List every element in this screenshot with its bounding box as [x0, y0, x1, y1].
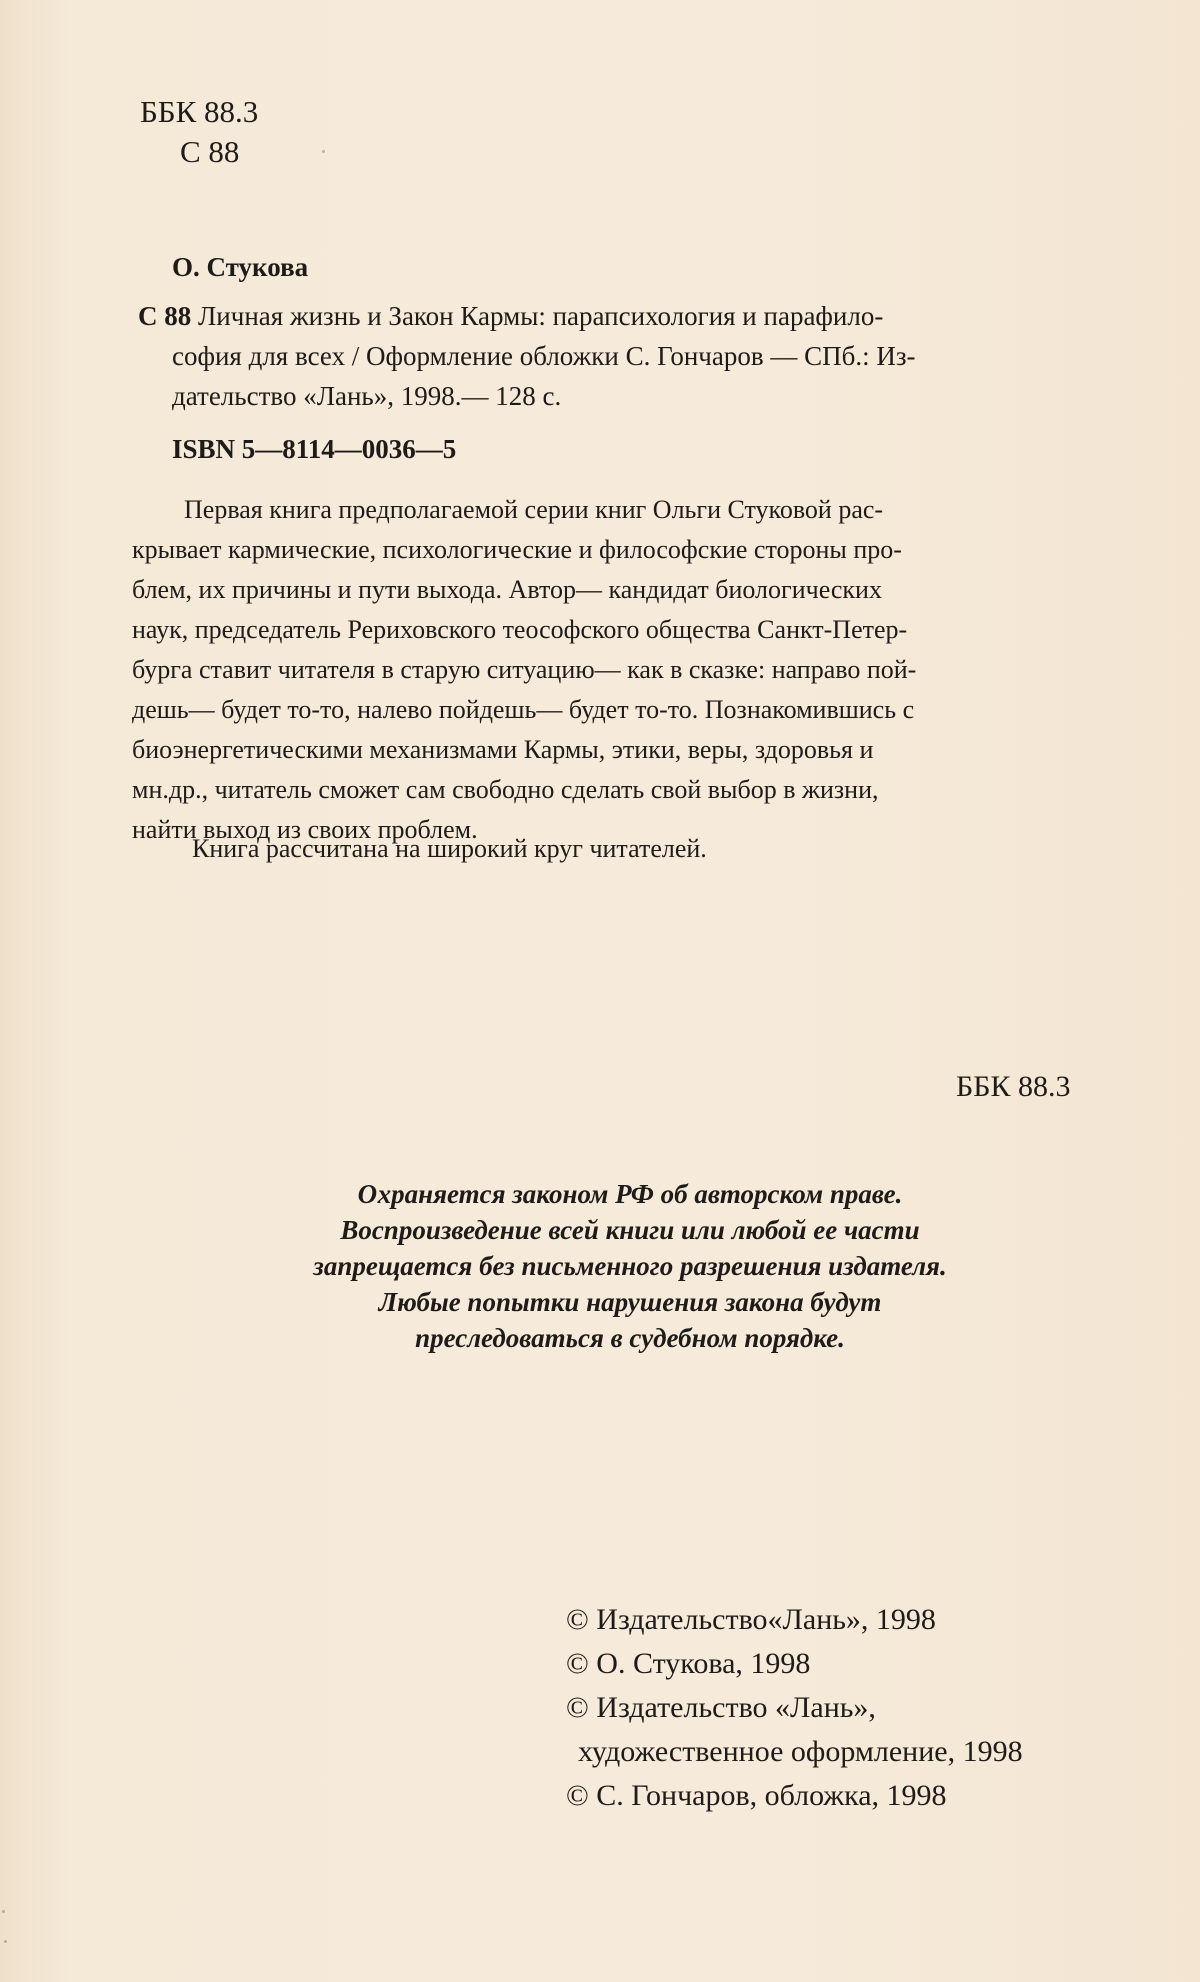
rights-line: преследоваться в судебном порядке.	[415, 1323, 845, 1353]
rights-line: Воспроизведение всей книги или любой ее части	[340, 1215, 920, 1245]
annotation-paragraph	[132, 490, 1084, 850]
isbn-number: ISBN 5—8114—0036—5	[172, 434, 457, 464]
bbk-index: ББК 88.3	[140, 94, 259, 129]
annotation-line: биоэнергетическими механизмами Кармы, этики, веры, здоровья и	[132, 735, 874, 764]
paper-speck	[2, 1910, 5, 1913]
copyright-notice	[180, 1176, 1080, 1356]
annotation-line: наук, председатель Рериховского теософского общества Санкт-Петер-	[132, 615, 908, 644]
copyright-line: © О. Стукова, 1998	[566, 1647, 811, 1680]
annotation-line: мн.др., читатель сможет сам свободно сделать свой выбор в жизни,	[132, 775, 879, 804]
paper-speck	[322, 150, 325, 153]
rights-line: Охраняется законом РФ об авторском праве.	[357, 1179, 903, 1209]
annotation-line: Первая книга предполагаемой серии книг Ольги Стуковой рас-	[184, 495, 884, 524]
copyright-line: художественное оформление, 1998	[578, 1735, 1023, 1768]
author-name: О. Стукова	[172, 252, 309, 282]
audience-note: Книга рассчитана на широкий круг читателей.	[192, 834, 707, 863]
catalog-line-3: дательство «Лань», 1998.— 128 с.	[172, 381, 562, 411]
author-mark: С 88	[180, 134, 240, 169]
bbk-classification-top	[140, 92, 258, 172]
annotation-line: бурга ставит читателя в старую ситуацию— как в сказке: направо пой-	[132, 655, 917, 684]
copyright-line: © С. Гончаров, обложка, 1998	[566, 1779, 947, 1812]
catalog-entry	[138, 296, 1078, 416]
catalog-code: С 88	[138, 301, 192, 331]
annotation-line: найти выход из своих проблем.	[132, 815, 478, 844]
annotation-line: блем, их причины и пути выхода. Автор— кандидат биологических	[132, 575, 882, 604]
copyright-line: © Издательство«Лань», 1998	[566, 1603, 936, 1636]
copyright-block	[566, 1598, 1023, 1818]
annotation-line: крывает кармические, психологические и философские стороны про-	[132, 535, 902, 564]
rights-line: Любые попытки нарушения закона будут	[378, 1287, 882, 1317]
catalog-line-2: софия для всех / Оформление обложки С. Гончаров — СПб.: Из-	[172, 341, 916, 371]
annotation-line: дешь— будет то-то, налево пойдешь— будет то-то. Познакомившись с	[132, 695, 915, 724]
catalog-line-1: Личная жизнь и Закон Кармы: парапсихология и парафило-	[198, 301, 884, 331]
copyright-line: © Издательство «Лань»,	[566, 1691, 876, 1724]
rights-line: запрещается без письменного разрешения издателя.	[313, 1251, 947, 1281]
bbk-classification-bottom: ББК 88.3	[956, 1070, 1071, 1103]
paper-speck	[4, 1940, 7, 1943]
